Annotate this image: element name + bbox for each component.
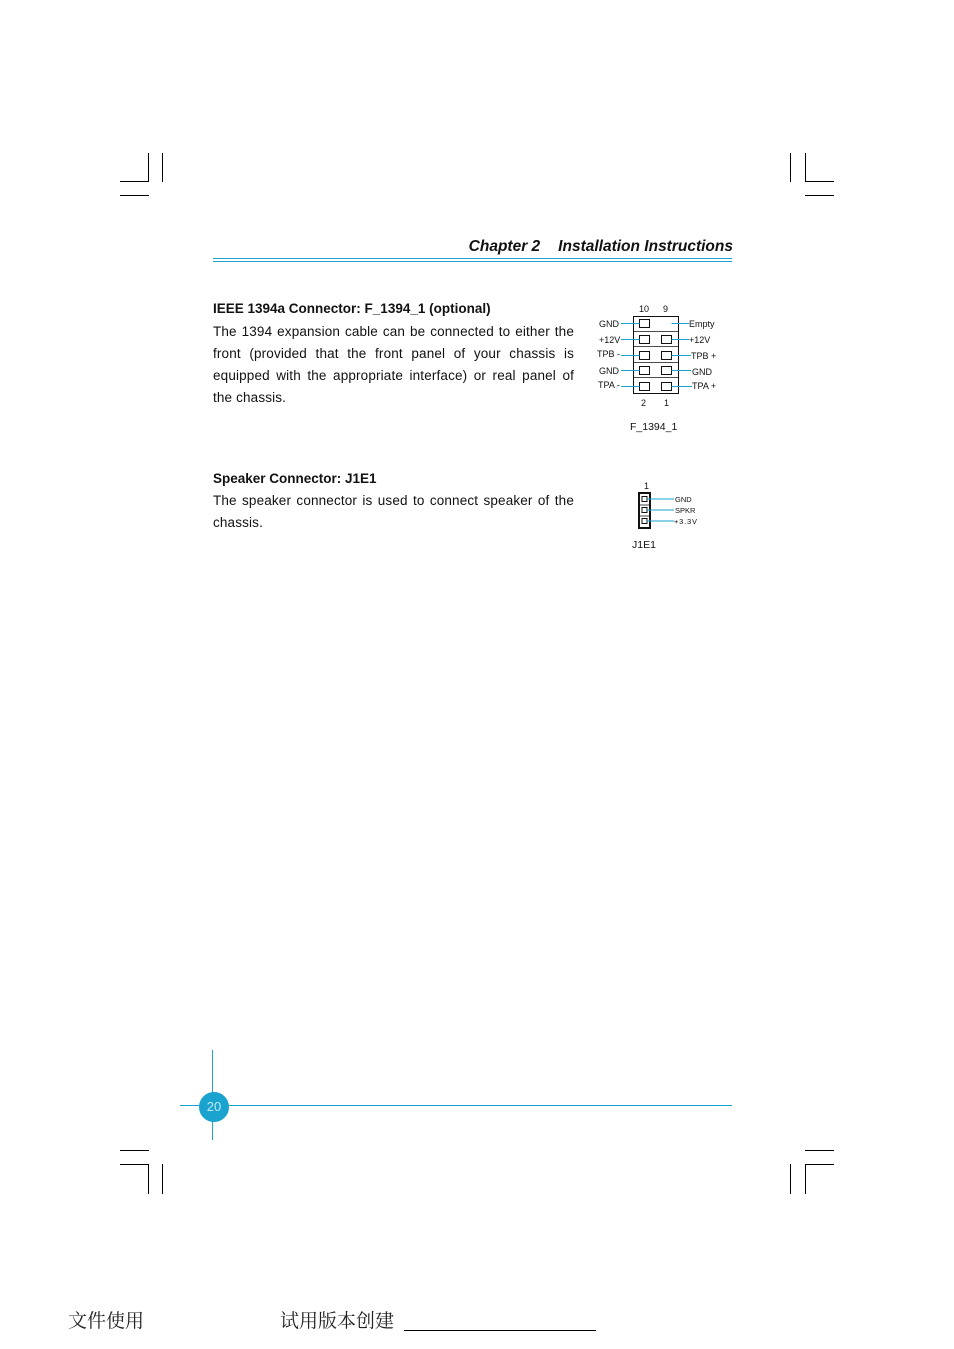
crop-mark [805, 195, 834, 196]
crop-mark [805, 153, 806, 182]
crop-mark [805, 1164, 806, 1194]
pin-label-left: GND [599, 366, 619, 376]
pin-number: 2 [641, 398, 647, 408]
j1e1-caption: J1E1 [632, 539, 656, 551]
page-horizontal-line [180, 1105, 732, 1106]
footer-text-right: 试用版本创建 [280, 1310, 395, 1332]
pin-label: GND [675, 495, 692, 504]
header-rule [213, 258, 732, 259]
footer-text-left: 文件使用 [68, 1310, 145, 1332]
header-rule [213, 261, 732, 262]
crop-mark [120, 1150, 149, 1151]
crop-mark [162, 153, 163, 182]
crop-mark [790, 153, 791, 182]
crop-mark [790, 1164, 791, 1194]
chapter-title: Installation Instructions [558, 238, 733, 255]
ieee-section-title: IEEE 1394a Connector: F_1394_1 (optional) [213, 301, 491, 316]
pin-label-left: GND [599, 319, 619, 329]
chapter-header [469, 238, 733, 256]
crop-mark [148, 153, 149, 182]
j1e1-header-graphic [636, 490, 676, 532]
chapter-number: Chapter 2 [468, 238, 541, 255]
crop-mark [162, 1164, 163, 1194]
pin-label-right: Empty [689, 319, 715, 329]
pin-label-right: +12V [689, 335, 711, 345]
crop-mark [805, 1164, 834, 1165]
crop-mark [120, 1164, 149, 1165]
pin-number: 10 [639, 304, 650, 314]
crop-mark [148, 1164, 149, 1194]
pin-label: +3.3V [674, 517, 698, 526]
pin-label-left: TPB - [597, 349, 621, 359]
pin-label-right: GND [692, 367, 712, 377]
pin-label-left: TPA - [598, 380, 620, 390]
pin-number: 9 [663, 304, 669, 314]
pin-label-left: +12V [599, 335, 621, 345]
crop-mark [805, 181, 834, 182]
ieee-section-body: The 1394 expansion cable can be connected to either the front (provided that the front panel of your chassis is equipped with the appropriate interface) or real panel of the chassis. [213, 324, 574, 405]
footer-underline [404, 1330, 596, 1331]
pin-label-right: TPA + [692, 381, 717, 391]
speaker-section-title: Speaker Connector: J1E1 [213, 471, 377, 486]
speaker-section-body: The speaker connector is used to connect speaker of the chassis. [213, 493, 574, 530]
crop-mark [120, 181, 149, 182]
crop-mark [805, 1150, 834, 1151]
pin-number: 1 [664, 398, 670, 408]
page-number: 20 [199, 1092, 229, 1122]
pin-label-right: TPB + [691, 351, 717, 361]
f1394-caption: F_1394_1 [630, 421, 678, 433]
pin-label: SPKR [675, 506, 696, 515]
crop-mark [120, 195, 149, 196]
pin-number: 1 [644, 481, 650, 491]
